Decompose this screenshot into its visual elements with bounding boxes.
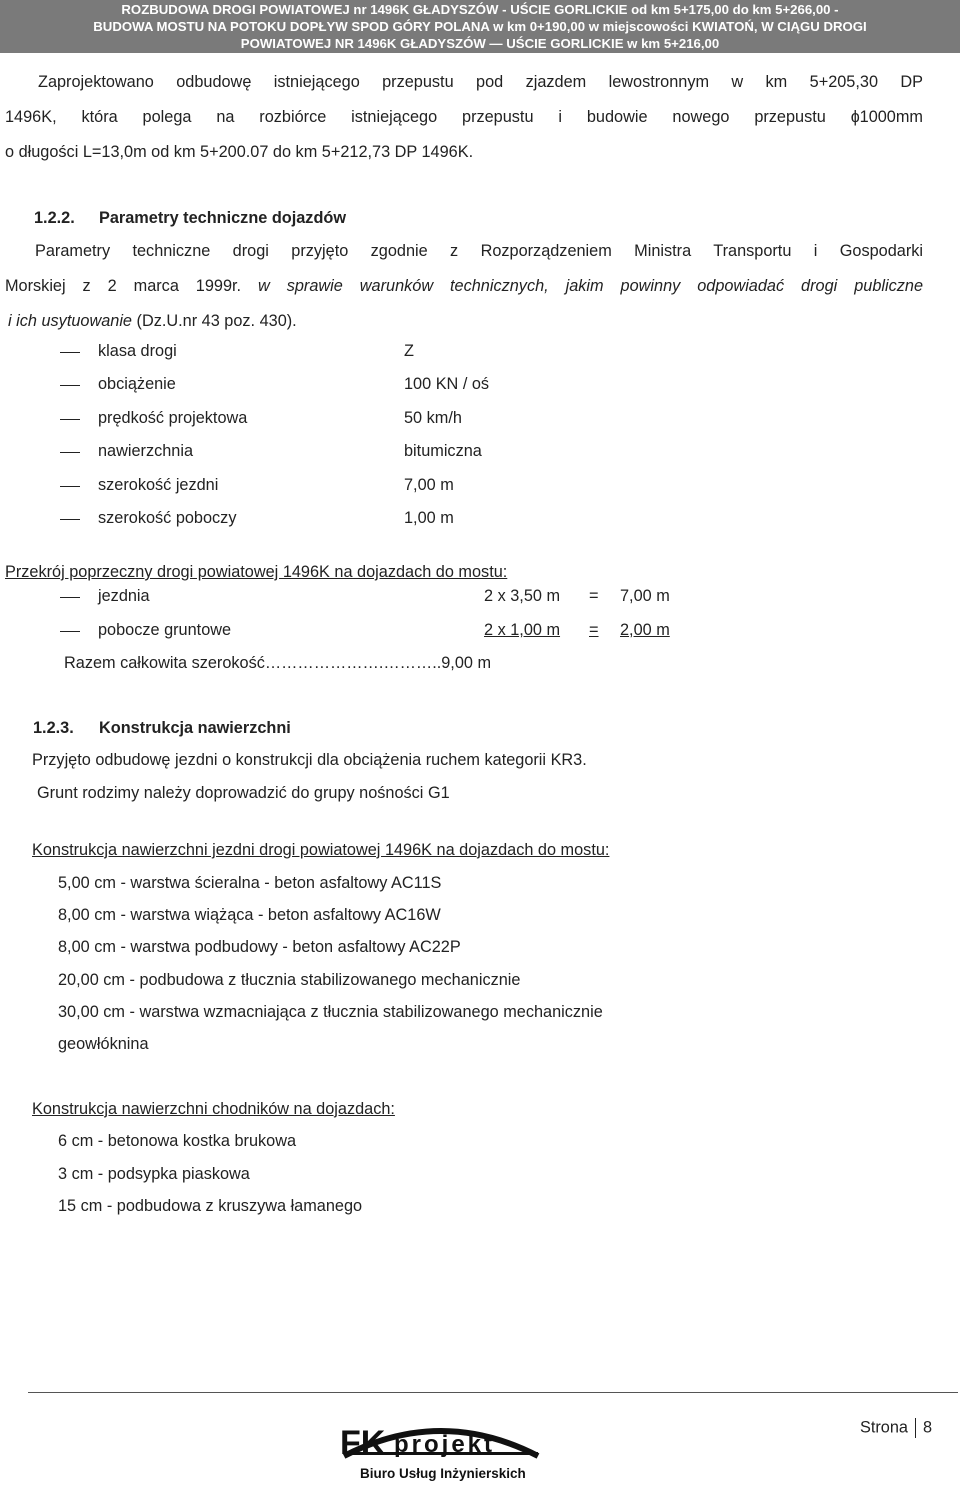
intro-line-2: 1496K, która polega na rozbiórce istniejącego przepustu i budowie nowego przepustu ɸ1000mm (5, 108, 923, 126)
page-separator (915, 1418, 916, 1438)
section-123-number: 1.2.3. (33, 719, 74, 737)
list-item: geowłóknina (58, 1035, 149, 1053)
param-label: obciążenie (98, 375, 176, 393)
param-value: 7,00 m (404, 476, 454, 494)
footer-divider (28, 1392, 958, 1393)
roadway-construction-title: Konstrukcja nawierzchni jezdni drogi powiatowej 1496K na dojazdach do mostu: (32, 841, 610, 859)
params-line-3-italic: i ich usytuowanie (8, 312, 132, 330)
params-line-2 (5, 269, 923, 304)
page-number: 8 (922, 1418, 932, 1437)
param-value: 1,00 m (404, 509, 454, 527)
section-123-line-1: Przyjęto odbudowę jezdni o konstrukcji dla obciążenia ruchem kategorii KR3. (32, 751, 587, 769)
param-value: bitumiczna (404, 442, 482, 460)
param-value: 50 km/h (404, 409, 462, 427)
list-item: 15 cm - podbudowa z kruszywa łamanego (58, 1197, 363, 1215)
logo-fk: FK (340, 1424, 386, 1462)
fkprojekt-logo (336, 1412, 546, 1484)
section-122-number: 1.2.2. (34, 209, 75, 227)
cross-calc: 2 x 1,00 m (484, 621, 561, 639)
param-label: szerokość poboczy (98, 509, 237, 527)
list-item: 8,00 cm - warstwa podbudowy - beton asfaltowy AC22P (58, 938, 461, 956)
list-dash (60, 631, 80, 632)
list-dash (60, 486, 80, 487)
cross-equals: = (589, 621, 599, 639)
cross-calc: 2 x 3,50 m (484, 587, 561, 605)
params-line-1: Parametry techniczne drogi przyjęto zgodnie z Rozporządzeniem Ministra Transportu i Gospodarki (35, 242, 923, 260)
param-label: szerokość jezdni (98, 476, 219, 494)
logo-projekt: projekt (394, 1431, 496, 1458)
list-item: 30,00 cm - warstwa wzmacniająca z tłucznia stabilizowanego mechanicznie (58, 1003, 603, 1021)
cross-section-title: Przekrój poprzeczny drogi powiatowej 1496K na dojazdach do mostu: (5, 563, 508, 581)
list-dash (60, 352, 80, 353)
param-label: prędkość projektowa (98, 409, 248, 427)
list-dash (60, 519, 80, 520)
header-line-2: BUDOWA MOSTU NA POTOKU DOPŁYW SPOD GÓRY POLANA w km 0+190,00 w miejscowości KWIATOŃ, W CIĄGU DROGI (93, 19, 867, 34)
list-dash (60, 419, 80, 420)
list-dash (60, 452, 80, 453)
section-123-title: Konstrukcja nawierzchni (99, 719, 291, 737)
document-header (0, 0, 960, 53)
params-line-2-italic: w sprawie warunków technicznych, jakim powinny odpowiadać drogi publiczne (258, 277, 923, 295)
section-122-title: Parametry techniczne dojazdów (99, 209, 347, 227)
params-line-3-text: (Dz.U.nr 43 poz. 430). (136, 312, 297, 330)
list-item: 5,00 cm - warstwa ścieralna - beton asfaltowy AC11S (58, 874, 442, 892)
list-item: 20,00 cm - podbudowa z tłucznia stabilizowanego mechanicznie (58, 971, 521, 989)
list-dash (60, 385, 80, 386)
logo-caption: Biuro Usług Inżynierskich (360, 1466, 526, 1481)
cross-result: 2,00 m (620, 621, 670, 639)
param-value: 100 KN / oś (404, 375, 490, 393)
page-number-block (860, 1418, 932, 1438)
total-width: Razem całkowita szerokość………………….………..9,00 m (64, 654, 492, 672)
list-item: 8,00 cm - warstwa wiążąca - beton asfaltowy AC16W (58, 906, 441, 924)
param-label: nawierzchnia (98, 442, 194, 460)
params-line-2-text: Morskiej z 2 marca 1999r. (5, 277, 242, 295)
param-label: klasa drogi (98, 342, 177, 360)
list-item: 3 cm - podsypka piaskowa (58, 1165, 250, 1183)
sidewalk-construction-title: Konstrukcja nawierzchni chodników na dojazdach: (32, 1100, 395, 1118)
cross-label: pobocze gruntowe (98, 621, 232, 639)
param-value: Z (404, 342, 414, 360)
page-label: Strona (859, 1418, 908, 1437)
list-item: 6 cm - betonowa kostka brukowa (58, 1132, 297, 1150)
header-line-3: POWIATOWEJ NR 1496K GŁADYSZÓW — UŚCIE GORLICKIE w km 5+216,00 (240, 36, 720, 51)
section-123-line-2: Grunt rodzimy należy doprowadzić do grupy nośności G1 (37, 784, 450, 802)
params-line-3 (5, 304, 923, 339)
cross-equals: = (589, 587, 599, 605)
intro-line-3: o długości L=13,0m od km 5+200.07 do km 5+212,73 DP 1496K. (5, 143, 474, 161)
section-122-paragraph (5, 234, 923, 339)
cross-result: 7,00 m (620, 587, 670, 605)
header-line-1: ROZBUDOWA DROGI POWIATOWEJ nr 1496K GŁADYSZÓW - UŚCIE GORLICKIE od km 5+175,00 do km 5+266,00 - (121, 2, 839, 17)
cross-label: jezdnia (98, 587, 150, 605)
intro-line-1: Zaprojektowano odbudowę istniejącego przepustu pod zjazdem lewostronnym w km 5+205,30 DP (38, 73, 923, 91)
list-dash (60, 597, 80, 598)
intro-paragraph (5, 65, 923, 170)
